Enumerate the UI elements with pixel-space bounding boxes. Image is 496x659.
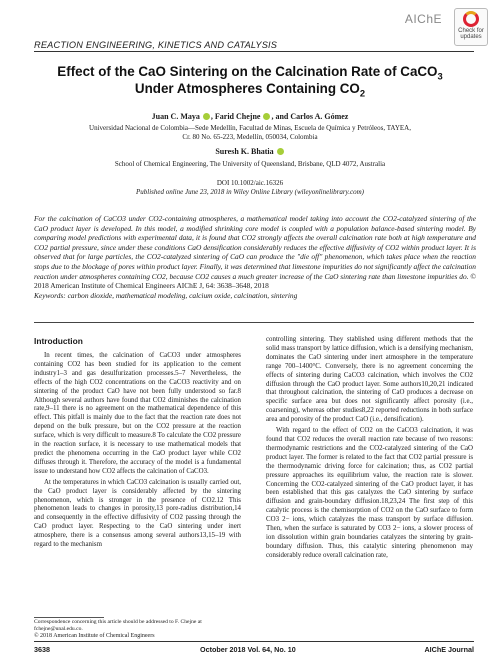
left-column (34, 352, 241, 552)
intro-paragraph-2: At the temperatures in which CaCO3 calcination is usually carried out, the CaO product layer is considerably affected by the sintering phenomenon, which is stronger in the presence of CO2.12 This phenomenon leads to changes in porosity,13 pore-radius distribution,14 and consequently in the effective diffusivity of CO2 passing through the CaO product layer. Respecting to the CaO sintering under inert atmosphere, there is a consensus among several authors13,15–19 with regard to the mechanism (34, 478, 241, 549)
author-maya[interactable]: Juan C. Maya (151, 112, 200, 121)
abstract-rule (34, 322, 474, 323)
right-paragraph-1: controlling sintering. They stablished using different methods that the solid mass transport by lattice diffusion, which is a densifying mechanism, dominates the CaO sintering under inert atmosphere in the temperature range 700–1400°C. Conversely, there is no agreement concerning the effects of sintering during CaCO3 calcination, which involves the CO2 diffusion through the CaO product layer. Some authors10,20,21 indicated that throughout calcination, the sintering of CaO produces a decrease on specific surface area but does not significantly affect porosity (i.e., coarsening), whereas other studies8,22 reported reductions in both surface area and porosity of the product CaO (i.e., densification). (266, 336, 473, 424)
doi-line[interactable]: DOI 10.1002/aic.16326 (216, 179, 284, 187)
section-heading: REACTION ENGINEERING, KINETICS AND CATALYSIS (34, 40, 278, 50)
orcid-icon[interactable] (263, 113, 270, 120)
intro-paragraph-1: In recent times, the calcination of CaCO3 under atmospheres containing CO2 has been studied for its application to the cement industry1–3 and gas desulfurization processes.5–7 Nevertheless, the effects of the high CO2 concentrations on the CaCO3 reactivity and on sintering of the product CaO have not been fully understood so far.8 Although several authors have found that CO2 diminishes the calcination rate,9–11 there is no agreement on the mathematical dependence of this effect. This pitfall is mainly due to the fact that the reaction rate does not depend on the bulk pressure, but on the CO2 pressure at the reaction surface, which is very difficult to measure.8 To calculate the CO2 pressure in the reaction surface, it is necessary to use mathematical models that predict the phenomena occurring in the CaO product layer while CO2 diffuses through it. Therefore, the accuracy of the model is a fundamental issue to understand how CO2 affects the calcination of CaCO3. (34, 352, 241, 475)
author-chejne[interactable]: Farid Chejne (214, 112, 261, 121)
badge-line2: updates (460, 34, 482, 40)
abstract-citation: © 2018 American Institute of Chemical Engineers AIChE J, 64: 3638–3648, 2018 (34, 271, 476, 291)
journal-name: AIChE Journal (424, 645, 474, 654)
update-icon (463, 11, 479, 27)
author-list-2 (40, 147, 460, 156)
abstract (34, 214, 476, 300)
title-line2: Under Atmospheres Containing CO (134, 81, 360, 96)
author-list: Juan C. Maya , Farid Chejne , and Carlos A. Gómez (151, 112, 349, 121)
check-for-updates-badge[interactable] (454, 8, 488, 46)
journal-mark: AIChE (404, 12, 442, 26)
author-gomez[interactable]: and Carlos A. Gómez (275, 112, 349, 121)
affiliation-2: School of Chemical Engineering, The University of Queensland, Brisbane, QLD 4072, Australia (114, 160, 386, 168)
orcid-icon[interactable] (277, 148, 284, 155)
published-line: Published online June 23, 2018 in Wiley Online Library (wileyonlinelibrary.com) (135, 188, 365, 196)
right-column (266, 336, 473, 563)
author-bhatia[interactable]: Suresh K. Bhatia (215, 147, 274, 156)
issue-info: October 2018 Vol. 64, No. 10 (200, 645, 296, 654)
affiliation-1-line1: Universidad Nacional de Colombia—Sede Medellín, Facultad de Minas, Escuela de Química y Petróleos, TAYEA, (89, 124, 411, 132)
footer-rule (34, 641, 474, 642)
title-line2-sub: 2 (359, 88, 366, 99)
right-paragraph-2: With regard to the effect of CO2 on the CaCO3 calcination, it was found that CO2 reduces the overall reaction rate because of two reasons: thermodynamic restrictions and the CO2-catalyzed sintering of the CaO product layer. The former is related to the fact that CO2 partial pressure is the thermodynamic driving force for calcination; thus, as CO2 partial pressure approaches its equilibrium value, the reaction rate is slower. Concerning the CO2-catalyzed sintering of the CaO product layer, it has been established that this gas catalyzes the CaO sintering by surface diffusion and grain-boundary diffusion.18,23,24 The first step of this catalytic process is the chemisorption of CO2 on the CaO surface to form CO3 2− ions, which catalyzes the mass transport by surface diffusion. Then, when the surface is saturated by CO3 2− ions, a slower process of ion dissolution within grain boundaries catalyzes the sintering by grain-boundary diffusion. Thus, this catalytic sintering phenomenon may considerably reduce overall calcination rate, (266, 427, 473, 559)
abstract-body: For the calcination of CaCO3 under CO2-containing atmospheres, a mathematical model taking into account the CO2-catalyzed sintering of the CaO product layer is developed. In this model, a modified shrinking core model is coupled with a population balance-based sintering model. By comparing model predictions with experimental data, it is found that CO2 strongly affects the overall calcination rate both at high temperature and CO2 partial pressure, since under these conditions CaO densification considerably reduces the effective diffusivity of CO2 within product layer. It is observed that for large particles, the CO2-catalyzed sintering of CaO can produce the "die off" phenomenon, which takes place when the reaction stops due to the blockage of pores within product layer. Finally, it was determined that limestone impurities do not significantly affect the calcination reaction under atmospheres containing CO2, because CO2 causes a much greater increase of the CaO sintering rate than limestone impurities do. (34, 214, 476, 281)
orcid-icon[interactable] (203, 113, 210, 120)
article-title (40, 63, 460, 97)
affiliation-1 (40, 124, 460, 142)
badge-line1: Check for (458, 28, 484, 34)
title-line1-sub: 3 (437, 71, 443, 82)
affiliation-1-line2: Cr. 80 No. 65-223, Medellín, 050034, Colombia (182, 133, 318, 141)
title-line1: Effect of the CaO Sintering on the Calcination Rate of CaCO (57, 64, 438, 79)
copyright-line: © 2018 American Institute of Chemical Engineers (34, 633, 155, 639)
correspondence-footnote: Correspondence concerning this article should be addressed to F. Chejne at fchejne@unal.edu.co. (34, 619, 202, 632)
page-number: 3638 (34, 645, 50, 654)
footnote-rule (34, 617, 104, 618)
header-rule (34, 51, 474, 52)
keywords: Keywords: carbon dioxide, mathematical modeling, calcium oxide, calcination, sintering (34, 290, 298, 300)
section-heading-introduction: Introduction (34, 336, 83, 346)
